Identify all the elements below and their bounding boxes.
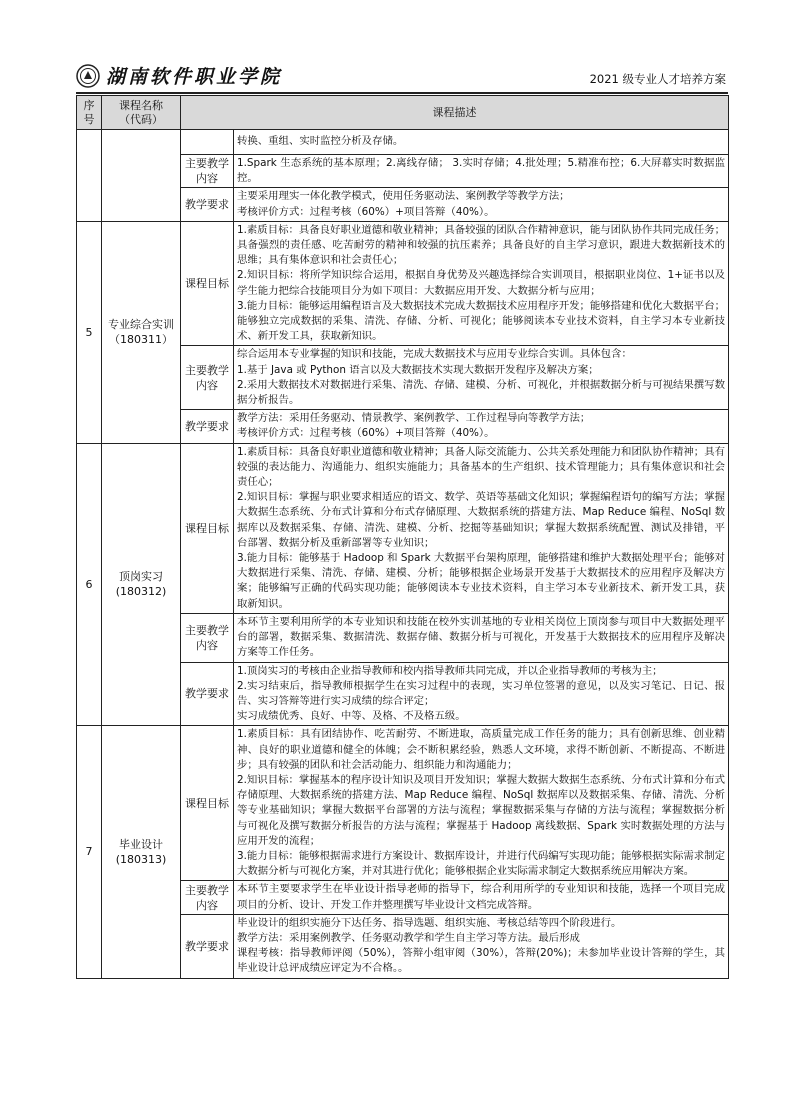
desc-text: 综合运用本专业掌握的知识和技能，完成大数据技术与应用专业综合实训。具体包含： 1.基于 Java 或 Python 语言以及大数据技术实现大数据开发程序及解决方案； 2.采用大数据技术对数据进行采集、清洗、存储、建模、分析、可视化，并根据数据分析与可视结果撰写数据分析报告。 <box>234 346 729 410</box>
row-type-label: 主要教学内容 <box>181 155 234 188</box>
page-header <box>76 62 728 94</box>
header-course: 课程名称 （代码） <box>102 96 181 130</box>
desc-text: 毕业设计的组织实施分下达任务、指导选题、组织实施、考核总结等四个阶段进行。 教学方法：采用案例教学、任务驱动教学和学生自主学习等方法。最后形成 课程考核：指导教师评阅（50%），答辩小组审阅（30%），答辩(20%)；未参加毕业设计答辩的学生，其毕业设计总评成绩应评定为不合格。。 <box>234 914 729 978</box>
desc-text: 本环节主要利用所学的本专业知识和技能在校外实训基地的专业相关岗位上顶岗参与项目中大数据处理平台的部署，数据采集、数据清洗、数据存储、数据分析与可视化，开发基于大数据技术的应用程序及解决方案等工作任务。 <box>234 613 729 662</box>
table-row <box>77 221 729 346</box>
row-type-label: 课程目标 <box>181 443 234 613</box>
course-no: 5 <box>77 221 102 443</box>
course-name: 顶岗实习 (180312) <box>102 443 181 726</box>
desc-text: 1.素质目标：具备良好职业道德和敬业精神；具备人际交流能力、公共关系处理能力和团队协作精神；具有较强的表达能力、沟通能力、组织实施能力；具备基本的生产组织、技术管理能力；具有集体意识和社会责任心； 2.知识目标：掌握与职业要求相适应的语文、数学、英语等基础文化知识；掌握编程语句的编写方法；掌握大数据生态系统、分布式计算和分布式存储原理、大数据系统的搭建方法、Map Reduce 编程、NoSql 数据库以及数据采集、存储、清洗、建模、分析、挖掘等基础知识；掌握大数据系统配置、测试及排错，平台部署、数据分析及重新部署等专业知识； 3.能力目标：能够基于 Hadoop 和 Spark 大数据平台架构原理，能够搭建和维护大数据处理平台；能够对大数据进行采集、清洗、存储、建模、分析；能够根据企业场景开发基于大数据技术的应用程序及解决方案；能够编写正确的代码实现功能；能够阅读本专业技术资料，自主学习本专业新技术、新开发工具，获取新知识。 <box>234 443 729 613</box>
course-name: 毕业设计 (180313) <box>102 726 181 978</box>
school-name: 湖南软件职业学院 <box>106 66 283 88</box>
desc-text: 转换、重组、实时监控分析及存储。 <box>234 130 729 155</box>
table-header-row <box>77 96 729 130</box>
row-type-label: 课程目标 <box>181 726 234 881</box>
desc-text: 1.Spark 生态系统的基本原理；2.离线存储； 3.实时存储；4.批处理；5.精准布控；6.大屏幕实时数据监控。 <box>234 155 729 188</box>
desc-text: 主要采用理实一体化教学模式，使用任务驱动法、案例教学等教学方法； 考核评价方式：过程考核（60%）+项目答辩（40%）。 <box>234 188 729 221</box>
course-no: 6 <box>77 443 102 726</box>
desc-text: 本环节主要要求学生在毕业设计指导老师的指导下，综合利用所学的专业知识和技能，选择一个项目完成项目的分析、设计、开发工作并整理撰写毕业设计文档完成答辩。 <box>234 881 729 914</box>
school-seal-logo-icon <box>76 64 100 88</box>
table-row <box>77 726 729 881</box>
row-type-label: 课程目标 <box>181 221 234 346</box>
row-type-label: 教学要求 <box>181 188 234 221</box>
row-type-label: 教学要求 <box>181 914 234 978</box>
row-type-label: 教学要求 <box>181 410 234 443</box>
course-no: 7 <box>77 726 102 978</box>
row-type-label: 教学要求 <box>181 662 234 726</box>
header-no: 序 号 <box>77 96 102 130</box>
row-type-label: 主要教学内容 <box>181 881 234 914</box>
desc-text: 1.顶岗实习的考核由企业指导教师和校内指导教师共同完成，并以企业指导教师的考核为主； 2.实习结束后，指导教师根据学生在实习过程中的表现，实习单位签署的意见，以及实习笔记、日记、报告、实习答辩等进行实习成绩的综合评定； 实习成绩优秀、良好、中等、及格、不及格五级。 <box>234 662 729 726</box>
course-table <box>76 95 729 979</box>
table-row <box>77 443 729 613</box>
header-desc: 课程描述 <box>181 96 729 130</box>
plan-title: 2021 级专业人才培养方案 <box>589 72 726 86</box>
desc-text: 教学方法：采用任务驱动、情景教学、案例教学、工作过程导向等教学方法； 考核评价方式：过程考核（60%）+项目答辩（40%）。 <box>234 410 729 443</box>
row-type-label: 主要教学内容 <box>181 346 234 410</box>
table-row <box>77 130 729 155</box>
course-name: 专业综合实训 （180311） <box>102 221 181 443</box>
row-type-label: 主要教学内容 <box>181 613 234 662</box>
desc-text: 1.素质目标：具有团结协作、吃苦耐劳、不断进取，高质量完成工作任务的能力；具有创新思维、创业精神、良好的职业道德和健全的体魄；会不断积累经验，熟悉人文环境，求得不断创新、不断提高、不断进步；具有较强的团队和社会活动能力、组织能力和沟通能力； 2.知识目标：掌握基本的程序设计知识及项目开发知识；掌握大数据大数据生态系统、分布式计算和分布式存储原理、大数据系统的搭建方法、Map Reduce 编程、NoSql 数据库以及数据采集、存储、清洗、分析等专业基础知识；掌握大数据平台部署的方法与流程；掌握数据采集与存储的方法与流程；掌握数据分析与可视化及撰写数据分析报告的方法与流程；掌握基于 Hadoop 离线数据、Spark 实时数据处理的方法与应用开发的流程； 3.能力目标：能够根据需求进行方案设计、数据库设计，并进行代码编写实现功能；能够根据实际需求制定大数据分析与可视化方案，并对其进行优化；能够根据企业实际需求制定大数据系统应用解决方案。 <box>234 726 729 881</box>
desc-text: 1.素质目标：具备良好职业道德和敬业精神；具备较强的团队合作精神意识，能与团队协作共同完成任务；具备强烈的责任感、吃苦耐劳的精神和较强的抗压素养；具备良好的自主学习意识，跟进大数据新技术的思维；具有集体意识和社会责任心； 2.知识目标：将所学知识综合运用，根据自身优势及兴趣选择综合实训项目，根据职业岗位、1+证书以及学生能力把综合技能项目分为如下项目：大数据应用开发、大数据分析与应用； 3.能力目标：能够运用编程语言及大数据技术完成大数据技术应用程序开发；能够搭建和优化大数据平台；能够独立完成数据的采集、清洗、存储、分析、可视化；能够阅读本专业技术资料，自主学习本专业新技术、新开发工具，获取新知识。 <box>234 221 729 346</box>
